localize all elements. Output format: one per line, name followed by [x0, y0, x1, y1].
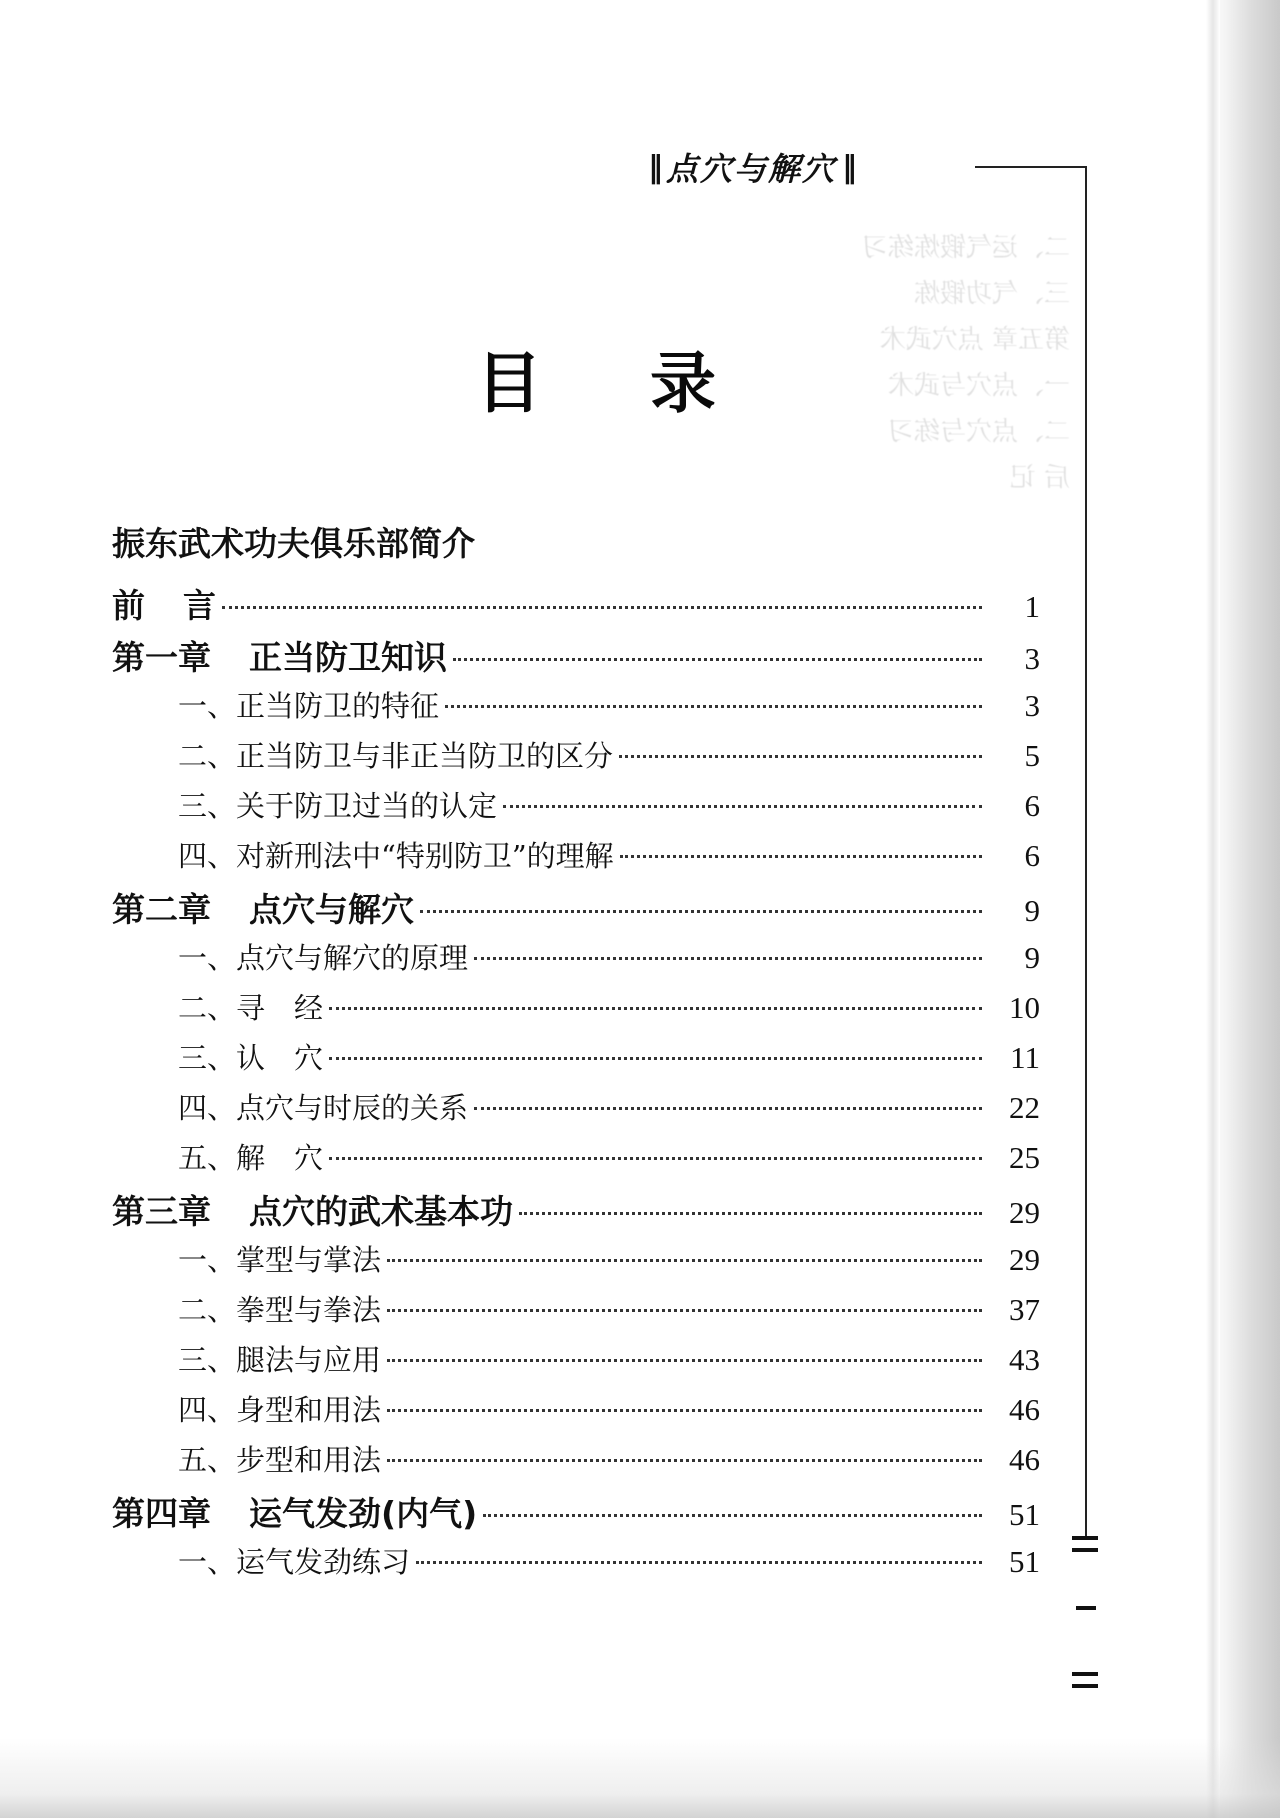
toc-page-number: 51 — [1009, 1544, 1040, 1579]
toc-page-number: 46 — [1009, 1392, 1040, 1427]
toc-section[interactable] — [112, 1288, 1040, 1338]
dot-leader — [416, 1561, 982, 1564]
toc-page-number: 6 — [1024, 788, 1040, 823]
dot-leader — [387, 1259, 982, 1262]
toc-page-number: 37 — [1009, 1292, 1040, 1327]
dot-leader — [474, 1107, 982, 1110]
toc-section-label: 四、点穴与时辰的关系 — [178, 1091, 469, 1125]
toc-section-label: 三、认 穴 — [178, 1041, 324, 1075]
toc-page-number: 29 — [1009, 1242, 1040, 1277]
dot-leader — [619, 755, 982, 758]
ghost-line: 二、运气锻炼练习 — [861, 233, 1070, 263]
toc-section[interactable] — [112, 1438, 1040, 1488]
dot-leader — [329, 1157, 982, 1160]
toc-section-label: 二、寻 经 — [178, 991, 324, 1025]
dot-leader — [387, 1359, 982, 1362]
toc-section[interactable] — [112, 784, 1040, 834]
toc-section-label: 五、步型和用法 — [178, 1443, 382, 1477]
dot-leader — [387, 1459, 982, 1462]
toc-page-number: 11 — [1010, 1040, 1040, 1075]
toc-section[interactable] — [112, 834, 1040, 884]
thumb-tab-mark — [1076, 1606, 1096, 1610]
toc-page-number: 3 — [1024, 641, 1040, 676]
toc-preface[interactable] — [112, 580, 1040, 632]
title-char-2: 录 — [650, 345, 716, 422]
dot-leader — [329, 1007, 982, 1010]
page-title — [476, 330, 716, 425]
dot-leader — [503, 805, 982, 808]
running-header-title: 点穴与解穴 — [666, 150, 837, 188]
ghost-line: 二、点穴与练习 — [887, 417, 1070, 447]
toc-section[interactable] — [112, 1036, 1040, 1086]
dot-leader — [620, 855, 982, 858]
toc-chapter-label — [112, 884, 414, 931]
table-of-contents — [112, 518, 1040, 1590]
toc-section[interactable] — [112, 936, 1040, 986]
chapter-number: 第二章 — [112, 890, 211, 929]
bottom-scan-smudge — [0, 1738, 1280, 1818]
toc-section-label: 五、解 穴 — [178, 1141, 324, 1175]
toc-section-label: 三、关于防卫过当的认定 — [178, 789, 498, 823]
dot-leader — [519, 1212, 982, 1215]
toc-page-number: 43 — [1009, 1342, 1040, 1377]
ghost-line: 后 记 — [1009, 463, 1070, 493]
chapter-title: 运气发劲(内气) — [249, 1494, 478, 1533]
chapter-title: 点穴的武术基本功 — [249, 1192, 513, 1231]
dot-leader — [329, 1057, 982, 1060]
dot-leader — [453, 658, 982, 661]
toc-section-label: 一、正当防卫的特征 — [178, 689, 440, 723]
toc-section[interactable] — [112, 734, 1040, 784]
dot-leader — [420, 910, 982, 913]
toc-section-label: 三、腿法与应用 — [178, 1343, 382, 1377]
bleed-through-text — [690, 225, 1070, 501]
toc-section[interactable] — [112, 1338, 1040, 1388]
toc-section-label: 一、点穴与解穴的原理 — [178, 941, 469, 975]
preface-char-2: 言 — [183, 586, 216, 625]
toc-intro[interactable] — [112, 518, 1040, 580]
toc-page-number: 51 — [1009, 1497, 1040, 1532]
chapter-number: 第一章 — [112, 638, 211, 677]
toc-chapter[interactable] — [112, 884, 1040, 936]
page-edge-shadow — [1210, 0, 1280, 1818]
toc-page-number: 5 — [1024, 738, 1040, 773]
running-header — [648, 146, 854, 188]
toc-page-number: 9 — [1024, 940, 1040, 975]
toc-chapter-label — [112, 1488, 477, 1535]
header-right-mark: ‖ — [842, 149, 855, 185]
chapter-number: 第三章 — [112, 1192, 211, 1231]
toc-page-number: 22 — [1009, 1090, 1040, 1125]
toc-chapter[interactable] — [112, 1186, 1040, 1238]
thumb-tab-mark — [1072, 1536, 1098, 1540]
page-fold-shadow — [1206, 0, 1220, 1818]
preface-char-1: 前 — [112, 586, 145, 625]
chapter-title: 点穴与解穴 — [249, 890, 414, 929]
toc-chapter[interactable] — [112, 1488, 1040, 1540]
toc-section[interactable] — [112, 1238, 1040, 1288]
dot-leader — [474, 957, 982, 960]
toc-page-number: 6 — [1024, 838, 1040, 873]
thumb-tab-mark — [1072, 1548, 1098, 1552]
toc-section[interactable] — [112, 1388, 1040, 1438]
header-left-mark: ‖ — [648, 149, 660, 185]
toc-page-number: 10 — [1009, 990, 1040, 1025]
toc-section[interactable] — [112, 1086, 1040, 1136]
toc-section[interactable] — [112, 986, 1040, 1036]
ghost-line: 三、气功锻炼 — [913, 279, 1070, 309]
ghost-line: 第五章 点穴武术 — [879, 325, 1070, 355]
toc-page-number: 29 — [1009, 1195, 1040, 1230]
thumb-tab-mark — [1072, 1672, 1098, 1676]
toc-section-label: 四、身型和用法 — [178, 1393, 382, 1427]
dot-leader — [222, 606, 982, 609]
toc-page-number: 3 — [1024, 688, 1040, 723]
chapter-number: 第四章 — [112, 1494, 211, 1533]
toc-section-label: 二、拳型与拳法 — [178, 1293, 382, 1327]
title-char-1: 目 — [476, 345, 542, 422]
chapter-title: 正当防卫知识 — [249, 638, 447, 677]
dot-leader — [387, 1309, 982, 1312]
toc-chapter-label — [112, 632, 447, 679]
toc-section-label: 二、正当防卫与非正当防卫的区分 — [178, 739, 614, 773]
header-rule — [975, 166, 1085, 168]
toc-preface-label — [112, 580, 216, 627]
toc-chapter[interactable] — [112, 632, 1040, 684]
toc-section-label: 一、运气发劲练习 — [178, 1545, 411, 1579]
dot-leader — [387, 1409, 982, 1412]
toc-section[interactable] — [112, 1540, 1040, 1590]
side-rule — [1085, 166, 1087, 1538]
toc-chapter-label — [112, 1186, 513, 1233]
toc-section-label: 四、对新刑法中“特别防卫”的理解 — [178, 839, 614, 873]
toc-page-number: 1 — [1024, 589, 1040, 624]
toc-intro-label: 振东武术功夫俱乐部简介 — [112, 524, 475, 563]
toc-section[interactable] — [112, 684, 1040, 734]
toc-section[interactable] — [112, 1136, 1040, 1186]
toc-page-number: 9 — [1024, 893, 1040, 928]
dot-leader — [483, 1514, 982, 1517]
ghost-line: 一、点穴与武术 — [887, 371, 1070, 401]
dot-leader — [445, 705, 982, 708]
toc-page-number: 46 — [1009, 1442, 1040, 1477]
thumb-tab-mark — [1072, 1684, 1098, 1688]
toc-section-label: 一、掌型与掌法 — [178, 1243, 382, 1277]
toc-page-number: 25 — [1009, 1140, 1040, 1175]
